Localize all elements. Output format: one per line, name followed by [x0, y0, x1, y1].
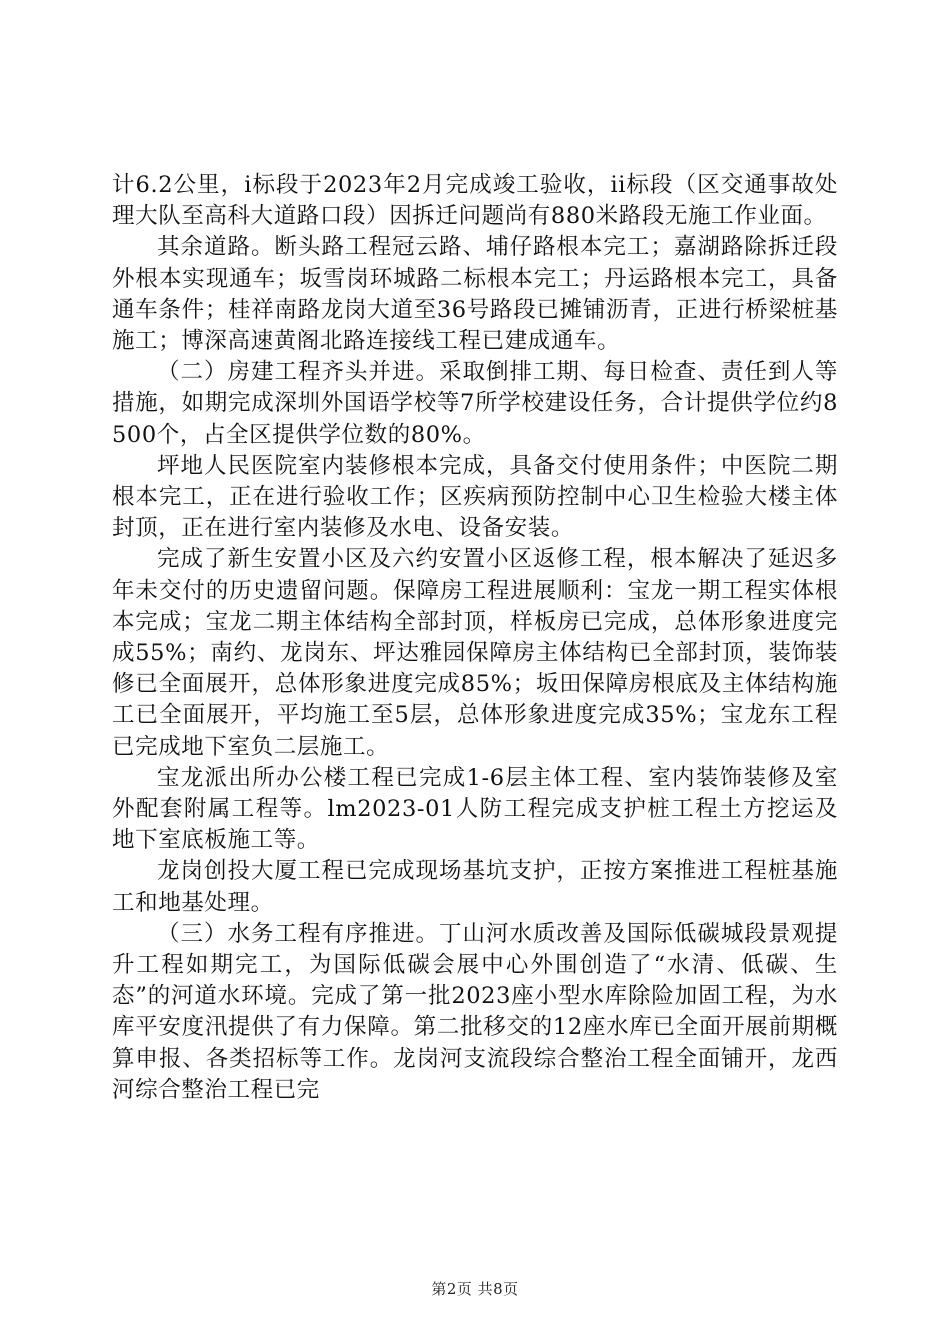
paragraph-continuation: 计6.2公里，i标段于2023年2月完成竣工验收，ii标段（区交通事故处理大队至高科大道路口段）因拆迁问题尚有880米路段无施工作业面。	[112, 172, 838, 230]
paragraph-police-station: 宝龙派出所办公楼工程已完成1-6层主体工程、室内装饰装修及室外配套附属工程等。lm2023-01人防工程完成支护桩工程土方挖运及地下室底板施工等。	[112, 764, 838, 854]
page-number-footer: 第2页 共8页	[431, 1280, 519, 1298]
paragraph-hospitals: 坪地人民医院室内装修根本完成，具备交付使用条件；中医院二期根本完工，正在进行验收工作；区疾病预防控制中心卫生检验大楼主体封顶，正在进行室内装修及水电、设备安装。	[112, 452, 838, 542]
paragraph-housing: 完成了新生安置小区及六约安置小区返修工程，根本解决了延迟多年未交付的历史遗留问题。保障房工程进展顺利：宝龙一期工程实体根本完成；宝龙二期主体结构全部封顶，样板房已完成，总体形象进度完成55%；南约、龙岗东、坪达雅园保障房主体结构已全部封顶，装饰装修已全面展开，总体形象进度完成85%；坂田保障房根底及主体结构施工已全面展开，平均施工至5层，总体形象进度完成35%；宝龙东工程已完成地下室负二层施工。	[112, 546, 838, 760]
paragraph-building-projects: （二）房建工程齐头并进。采取倒排工期、每日检查、责任到人等措施，如期完成深圳外国语学校等7所学校建设任务，合计提供学位约8500个，占全区提供学位数的80%。	[112, 359, 838, 448]
paragraph-other-roads: 其余道路。断头路工程冠云路、埔仔路根本完工；嘉湖路除拆迁段外根本实现通车；坂雪岗环城路二标根本完工；丹运路根本完工，具备通车条件；桂祥南路龙岗大道至36号路段已摊铺沥青，正进行桥梁桩基施工；博深高速黄阁北路连接线工程已建成通车。	[112, 234, 838, 355]
paragraph-water-projects: （三）水务工程有序推进。丁山河水质改善及国际低碳城段景观提升工程如期完工，为国际低碳会展中心外围创造了“水清、低碳、生态”的河道水环境。完成了第一批2023座小型水库除险加固工程，为水库平安度汛提供了有力保障。第二批移交的12座水库已全面开展前期概算申报、各类招标等工作。龙岗河支流段综合整治工程全面铺开，龙西河综合整治工程已完	[112, 920, 838, 1103]
document-body	[112, 170, 838, 1106]
paragraph-venture-building: 龙岗创投大厦工程已完成现场基坑支护，正按方案推进工程桩基施工和地基处理。	[112, 858, 838, 916]
